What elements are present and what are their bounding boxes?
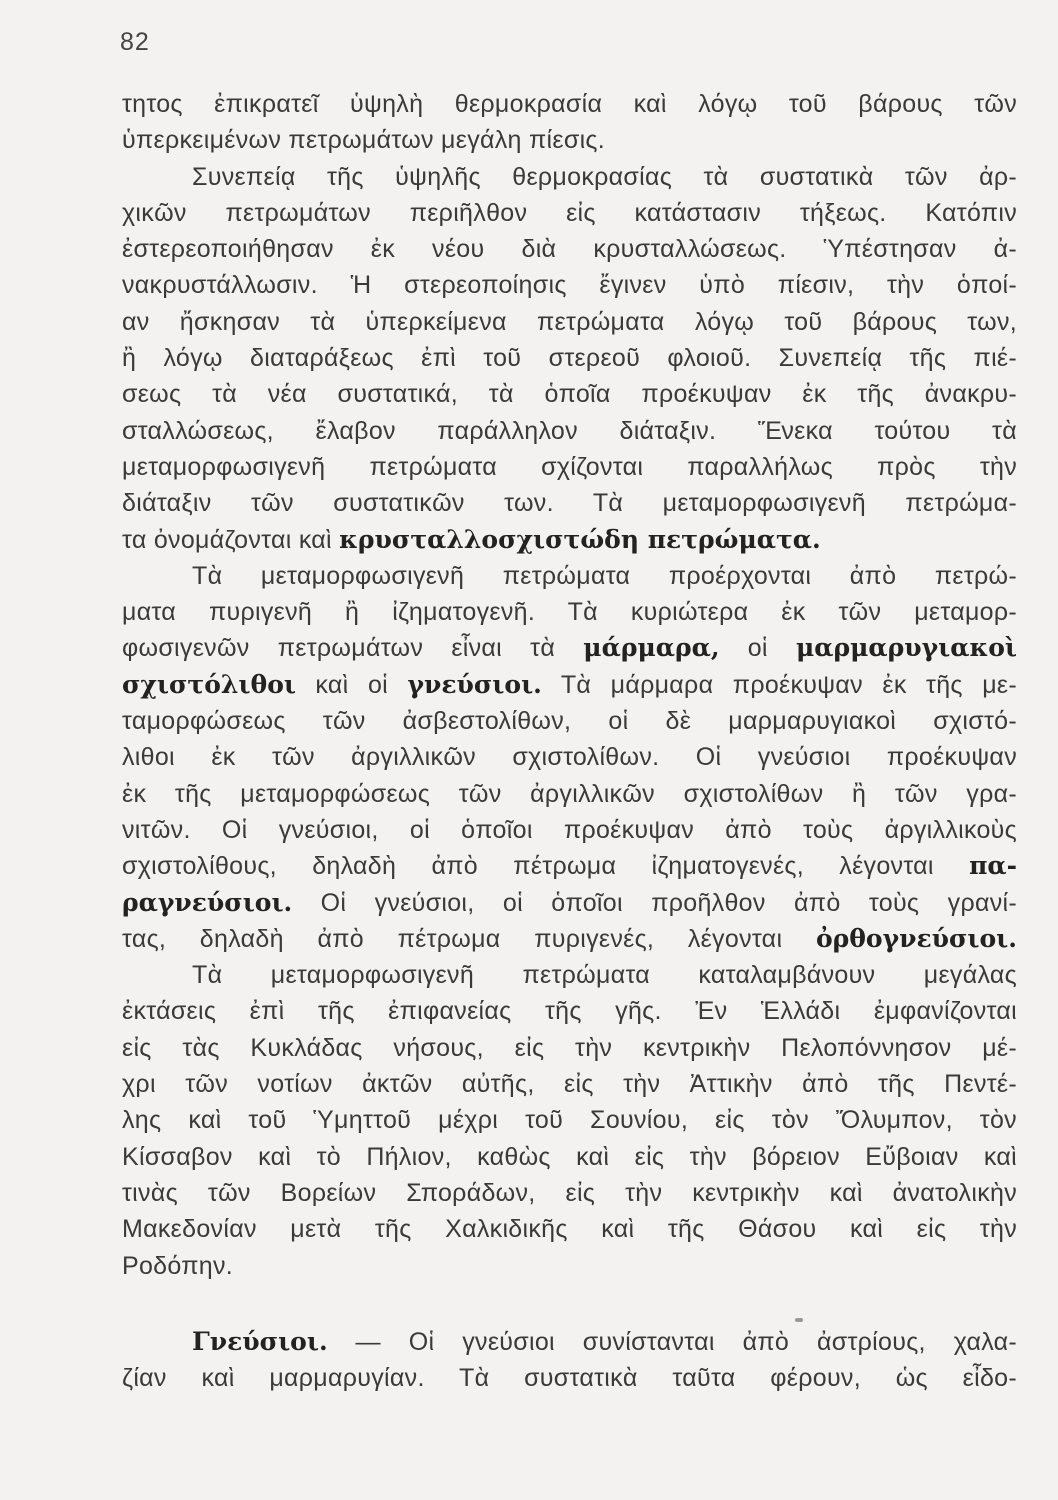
text-line: ἐστερεοποιήθησαν ἐκ νέου διὰ κρυσταλλώσεως. Ὑπέστησαν ἀ-	[122, 235, 1017, 264]
text-line: σχιστόλιθοι καὶ οἱ γνεύσιοι. Τὰ μάρμαρα προέκυψαν ἐκ τῆς με-	[122, 669, 1017, 699]
bold-term: ὀρθογνεύσιοι.	[815, 923, 1017, 953]
text-line: λιθοι ἐκ τῶν ἀργιλλικῶν σχιστολίθων. Οἱ γνεύσιοι προέκυψαν	[122, 743, 1017, 772]
bold-term: μαρμαρυγιακοὶ	[795, 633, 1017, 663]
text-line: ζίαν καὶ μαρμαρυγίαν. Τὰ συστατικὰ ταῦτα φέρουν, ὡς εἶδο-	[122, 1364, 1017, 1393]
text-line: ραγνεύσιοι. Οἱ γνεύσιοι, οἱ ὁποῖοι προῆλθον ἀπὸ τοὺς γρανί-	[122, 887, 1017, 917]
text-line: Κίσσαβον καὶ τὸ Πήλιον, καθὼς καὶ εἰς τὴν βόρειον Εὔβοιαν καὶ	[122, 1142, 1017, 1171]
text-line: ἢ λόγῳ διαταράξεως ἐπὶ τοῦ στερεοῦ φλοιοῦ. Συνεπείᾳ τῆς πιέ-	[122, 344, 1017, 373]
text-line: ἐκτάσεις ἐπὶ τῆς ἐπιφανείας τῆς γῆς. Ἐν Ἑλλάδι ἐμφανίζονται	[122, 997, 1017, 1026]
text-line: ταμορφώσεως τῶν ἀσβεστολίθων, οἱ δὲ μαρμαρυγιακοὶ σχιστό-	[122, 707, 1017, 736]
text-line: ματα πυριγενῆ ἢ ἰζηματογενῆ. Τὰ κυριώτερα ἐκ τῶν μεταμορ-	[122, 598, 1017, 627]
text-line: διάταξιν τῶν συστατικῶν των. Τὰ μεταμορφωσιγενῆ πετρώμα-	[122, 489, 1017, 518]
text-line: σεως τὰ νέα συστατικά, τὰ ὁποῖα προέκυψαν ἐκ τῆς ἀνακρυ-	[122, 380, 1017, 409]
text-line: μεταμορφωσιγενῆ πετρώματα σχίζονται παραλλήλως πρὸς τὴν	[122, 452, 1017, 481]
text-line: τα ὀνομάζονται καὶ κρυσταλλοσχιστώδη πετρώματα.	[122, 524, 821, 554]
bold-term: κρυσταλλοσχιστώδη πετρώματα.	[339, 524, 821, 554]
text-line: ἐκ τῆς μεταμορφώσεως τῶν ἀργιλλικῶν σχιστολίθων ἢ τῶν γρα-	[122, 779, 1017, 808]
text-line: χικῶν πετρωμάτων περιῆλθον εἰς κατάστασιν τήξεως. Κατόπιν	[122, 198, 1017, 227]
text-line: νιτῶν. Οἱ γνεύσιοι, οἱ ὁποῖοι προέκυψαν ἀπὸ τοὺς ἀργιλλικοὺς	[122, 815, 1017, 844]
bold-term: πα-	[969, 851, 1017, 881]
print-speck	[795, 1318, 803, 1322]
section-heading: Γνεύσιοι.	[192, 1326, 328, 1356]
text-line: φωσιγενῶν πετρωμάτων εἶναι τὰ μάρμαρα, οἱ μαρμαρυγιακοὶ	[122, 633, 1017, 663]
bold-term: γνεύσιοι.	[407, 669, 542, 699]
bold-term: μάρμαρα,	[583, 633, 720, 663]
text-line: νακρυστάλλωσιν. Ἡ στερεοποίησις ἔγινεν ὑπὸ πίεσιν, τὴν ὁποί-	[122, 271, 1017, 300]
body-text	[122, 86, 1017, 1396]
paragraph-start: Τὰ μεταμορφωσιγενῆ πετρώματα καταλαμβάνουν μεγάλας	[192, 961, 1017, 990]
text-line: Μακεδονίαν μετὰ τῆς Χαλκιδικῆς καὶ τῆς Θάσου καὶ εἰς τὴν	[122, 1215, 1017, 1244]
page-number: 82	[120, 28, 150, 56]
text-line: Ροδόπην.	[122, 1251, 234, 1280]
text-line: λης καὶ τοῦ Ὑμηττοῦ μέχρι τοῦ Σουνίου, εἰς τὸν Ὄλυμπον, τὸν	[122, 1106, 1017, 1135]
bold-term: σχιστόλιθοι	[122, 669, 296, 699]
text-line: τας, δηλαδὴ ἀπὸ πέτρωμα πυριγενές, λέγονται ὀρθογνεύσιοι.	[122, 923, 1017, 953]
text-line: σχιστολίθους, δηλαδὴ ἀπὸ πέτρωμα ἰζηματογενές, λέγονται πα-	[122, 851, 1017, 881]
section-start: Γνεύσιοι. — Οἱ γνεύσιοι συνίστανται ἀπὸ ἀστρίους, χαλα-	[192, 1326, 1017, 1356]
text-line: ὑπερκειμένων πετρωμάτων μεγάλη πίεσις.	[122, 126, 606, 155]
text-line: τητος ἐπικρατεῖ ὑψηλὴ θερμοκρασία καὶ λόγῳ τοῦ βάρους τῶν	[122, 90, 1017, 118]
text-line: αν ἤσκησαν τὰ ὑπερκείμενα πετρώματα λόγῳ τοῦ βάρους των,	[122, 307, 1017, 336]
text-line: χρι τῶν νοτίων ἀκτῶν αὐτῆς, εἰς τὴν Ἀττικὴν ἀπὸ τῆς Πεντέ-	[122, 1070, 1017, 1099]
paragraph-start: Τὰ μεταμορφωσιγενῆ πετρώματα προέρχονται ἀπὸ πετρώ-	[192, 561, 1017, 590]
text-line: εἰς τὰς Κυκλάδας νήσους, εἰς τὴν κεντρικὴν Πελοπόννησον μέ-	[122, 1033, 1017, 1062]
text-line: τινὰς τῶν Βορείων Σποράδων, εἰς τὴν κεντρικὴν καὶ ἀνατολικὴν	[122, 1178, 1017, 1207]
bold-term: ραγνεύσιοι.	[122, 887, 293, 917]
text-line: σταλλώσεως, ἔλαβον παράλληλον διάταξιν. Ἕνεκα τούτου τὰ	[122, 416, 1017, 445]
paragraph-start: Συνεπείᾳ τῆς ὑψηλῆς θερμοκρασίας τὰ συστατικὰ τῶν ἀρ-	[192, 162, 1017, 191]
